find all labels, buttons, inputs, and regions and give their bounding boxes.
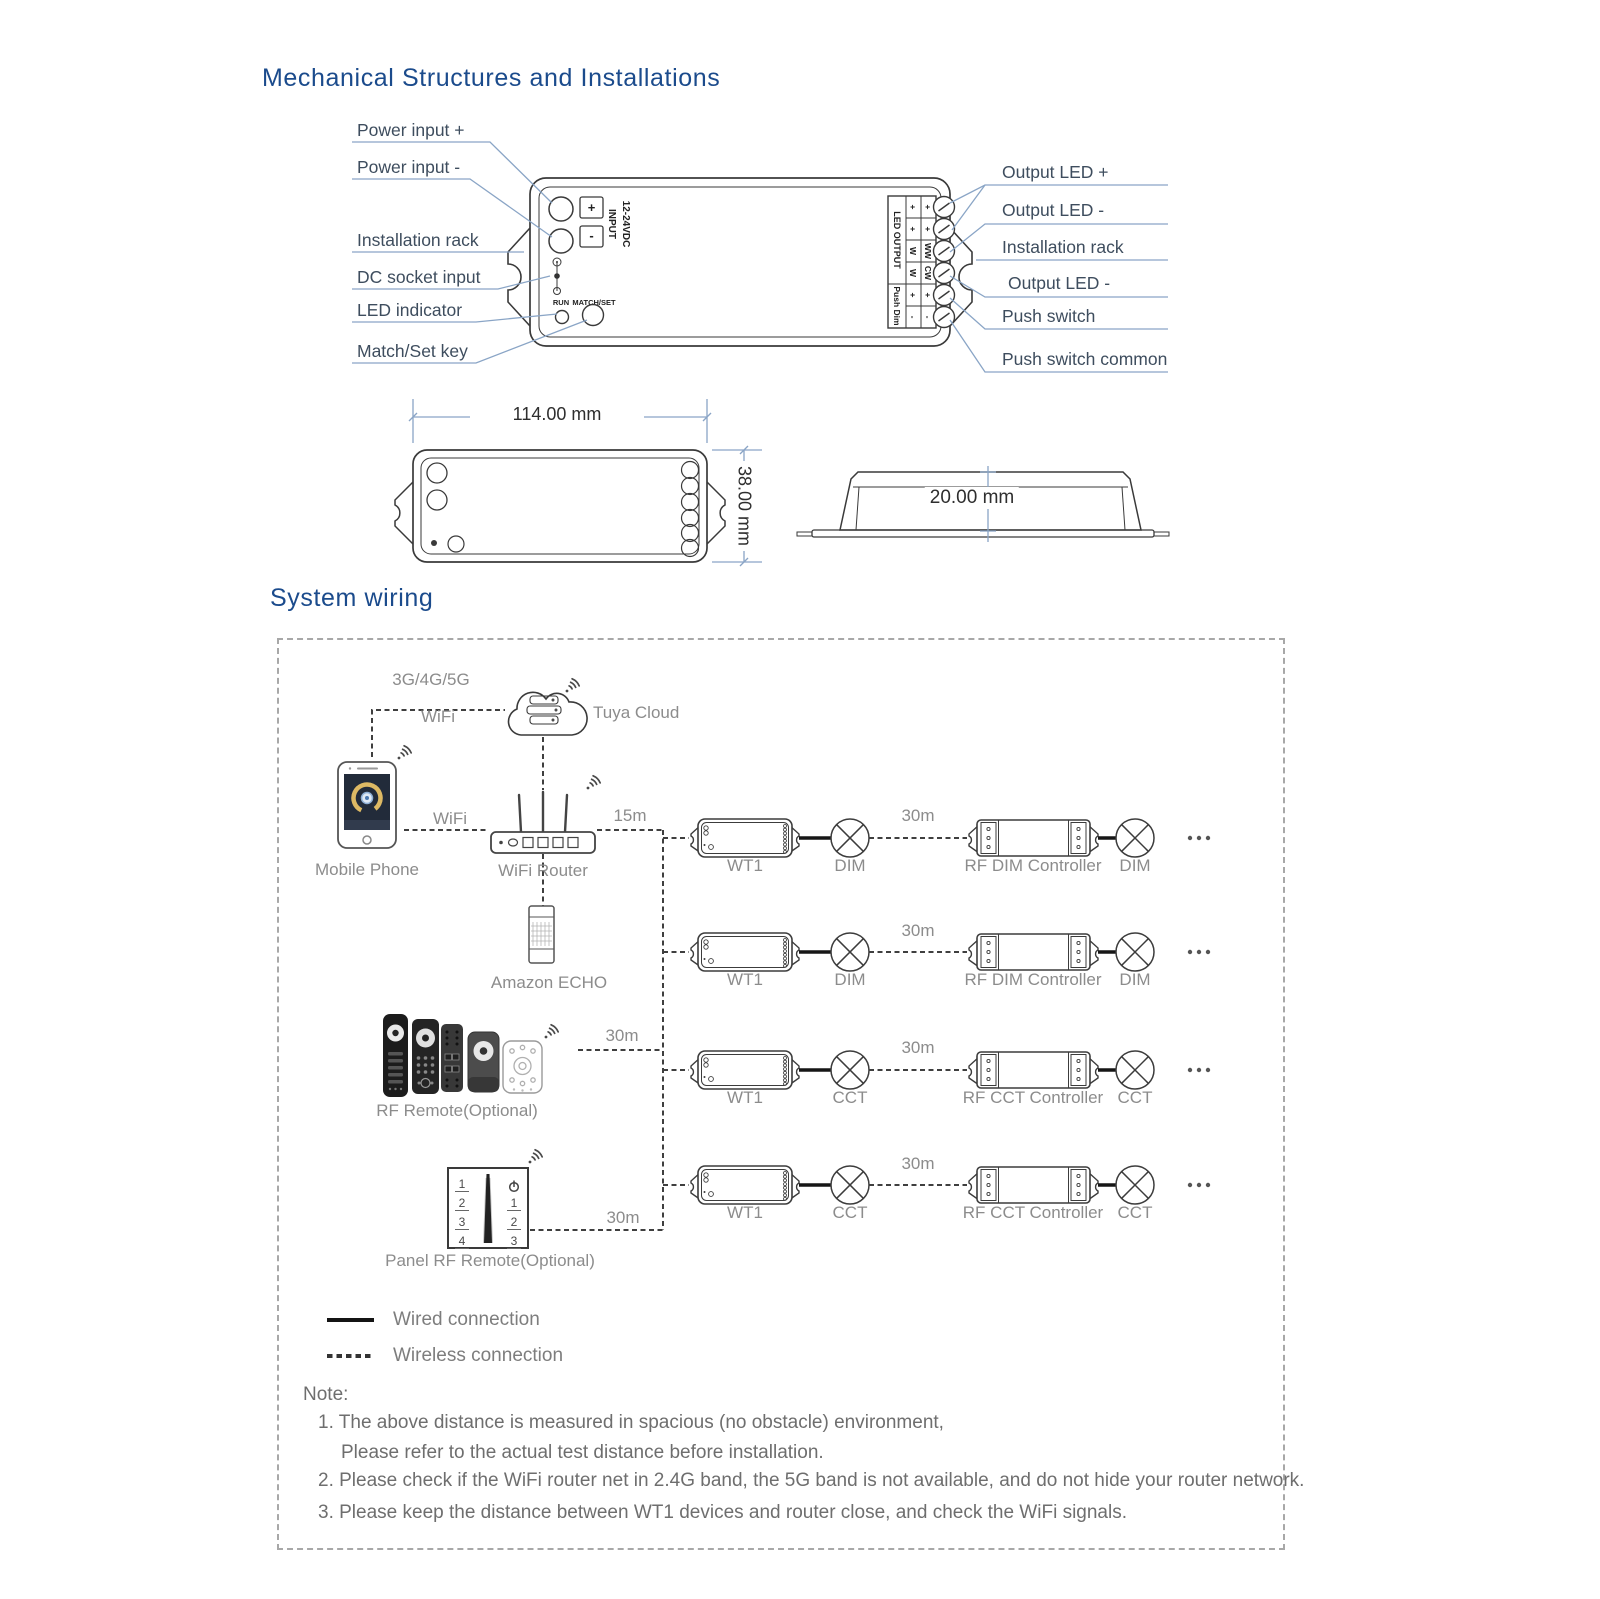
phone-router-wifi-label: WiFi	[433, 809, 467, 828]
section-title-wiring: System wiring	[270, 584, 434, 612]
row2-lamp2-label: DIM	[1119, 970, 1151, 989]
row3-lamp1-label: CCT	[832, 1088, 868, 1107]
dimension-width: 114.00 mm	[512, 404, 602, 424]
uplink-wifi-label: WiFi	[421, 707, 455, 726]
match-set-label: MATCH/SET	[572, 298, 616, 307]
match-set-button	[583, 305, 604, 326]
cell-6b: -	[923, 315, 933, 319]
output-terminal-block	[888, 196, 936, 328]
legend-wireless-label: Wireless connection	[393, 1345, 564, 1366]
cell-2a: +	[908, 226, 918, 232]
label-power-input-plus: Power input +	[357, 120, 465, 140]
cell-3a: W	[908, 246, 918, 256]
wiring-row-3	[691, 1051, 1210, 1089]
panel-key-3: 3	[455, 1215, 469, 1230]
cell-1a: +	[908, 204, 918, 210]
push-dim-label: Push Dim	[892, 286, 902, 326]
dimension-depth: 20.00 mm	[925, 487, 1019, 509]
dimension-height: 38.00 mm	[734, 465, 755, 547]
section-title-mechanical: Mechanical Structures and Installations	[262, 64, 721, 92]
uplink-3g4g5g-label: 3G/4G/5G	[392, 670, 470, 689]
note-line-1: 1. The above distance is measured in spacious (no obstacle) environment,	[318, 1412, 944, 1433]
panel-key-4: 4	[455, 1234, 469, 1249]
cell-4a: W	[908, 268, 918, 278]
panel-key-r3: 3	[507, 1234, 521, 1249]
cell-4b: CW	[923, 265, 933, 281]
row1-controller-label: RF DIM Controller	[964, 856, 1102, 875]
row2-distance-label: 30m	[901, 921, 935, 940]
row4-device-label: WT1	[727, 1203, 763, 1222]
label-output-led-minus-2: Output LED -	[1008, 273, 1111, 293]
cell-1b: +	[923, 204, 933, 210]
row3-lamp2-label: CCT	[1117, 1088, 1153, 1107]
label-output-led-minus-1: Output LED -	[1002, 200, 1105, 220]
input-minus-terminal-label: -	[589, 228, 594, 243]
label-match-set-key: Match/Set key	[357, 341, 468, 361]
tuya-cloud-icon	[509, 679, 588, 735]
run-label: RUN	[552, 298, 570, 307]
rf-remote-distance-label: 30m	[605, 1026, 639, 1045]
label-installation-rack-right: Installation rack	[1002, 237, 1124, 257]
rf-remote-label: RF Remote(Optional)	[376, 1101, 538, 1120]
cell-3b: WW	[923, 242, 933, 260]
label-power-input-minus: Power input -	[357, 157, 461, 177]
wifi-router-icon	[491, 776, 600, 853]
note-line-3: 3. Please keep the distance between WT1 devices and router close, and check the WiFi signals.	[318, 1502, 1127, 1523]
cell-5b: +	[923, 292, 933, 298]
row1-lamp2-label: DIM	[1119, 856, 1151, 875]
cell-5a: +	[908, 292, 918, 298]
row1-device-label: WT1	[727, 856, 763, 875]
row1-distance-label: 30m	[901, 806, 935, 825]
cell-6a: -	[908, 315, 918, 319]
wiring-connections	[372, 710, 689, 1230]
row2-device-label: WT1	[727, 970, 763, 989]
wifi-signal-icon	[545, 1025, 559, 1039]
wifi-signal-icon	[566, 679, 580, 693]
rf-remote-group-icon	[383, 1014, 558, 1097]
input-voltage-label: 12-24VDC	[620, 200, 631, 248]
legend-wired-label: Wired connection	[393, 1309, 540, 1330]
mobile-phone-icon	[338, 746, 411, 848]
amazon-echo-icon	[529, 906, 554, 963]
legend-swatches	[327, 1320, 374, 1356]
wiring-row-1	[691, 819, 1210, 857]
wifi-router-label: WiFi Router	[498, 861, 588, 880]
wifi-signal-icon	[587, 776, 601, 790]
label-installation-rack-left: Installation rack	[357, 230, 479, 250]
row3-device-label: WT1	[727, 1088, 763, 1107]
label-output-led-plus: Output LED +	[1002, 162, 1109, 182]
row4-distance-label: 30m	[901, 1154, 935, 1173]
wifi-signal-icon	[398, 746, 412, 760]
row4-controller-label: RF CCT Controller	[962, 1203, 1104, 1222]
label-push-switch: Push switch	[1002, 306, 1096, 326]
installation-rack-left	[508, 228, 530, 326]
note-line-1b: Please refer to the actual test distance before installation.	[341, 1442, 824, 1463]
row3-distance-label: 30m	[901, 1038, 935, 1057]
mobile-phone-label: Mobile Phone	[315, 860, 419, 879]
row2-lamp1-label: DIM	[834, 970, 866, 989]
wiring-row-4	[691, 1166, 1210, 1204]
wiring-row-2	[691, 933, 1210, 971]
controller-front-view	[508, 178, 972, 346]
row2-controller-label: RF DIM Controller	[964, 970, 1102, 989]
row3-controller-label: RF CCT Controller	[962, 1088, 1104, 1107]
led-output-label: LED OUTPUT	[892, 211, 902, 269]
row4-lamp1-label: CCT	[832, 1203, 868, 1222]
label-push-switch-common: Push switch common	[1002, 349, 1168, 369]
panel-key-1: 1	[455, 1177, 469, 1192]
panel-key-r1: 1	[507, 1196, 521, 1211]
amazon-echo-label: Amazon ECHO	[490, 973, 608, 992]
row4-lamp2-label: CCT	[1117, 1203, 1153, 1222]
label-dc-socket-input: DC socket input	[357, 267, 481, 287]
panel-distance-label: 30m	[606, 1208, 640, 1227]
row1-lamp1-label: DIM	[834, 856, 866, 875]
note-line-2: 2. Please check if the WiFi router net in 2.4G band, the 5G band is not available, and do not hide your router network.	[318, 1470, 1305, 1491]
input-label: INPUT	[606, 209, 617, 239]
tuya-cloud-label: Tuya Cloud	[593, 703, 680, 722]
wifi-signal-icon	[529, 1150, 543, 1164]
panel-key-r2: 2	[507, 1215, 521, 1230]
label-led-indicator: LED indicator	[357, 300, 463, 320]
note-title: Note:	[303, 1384, 349, 1405]
cell-2b: +	[923, 226, 933, 232]
led-indicator-dot	[556, 311, 569, 324]
dc-socket-icon	[553, 258, 561, 295]
panel-rf-remote-label: Panel RF Remote(Optional)	[385, 1251, 595, 1270]
input-plus-terminal-label: +	[587, 200, 596, 215]
router-distance-label: 15m	[613, 806, 647, 825]
panel-key-2: 2	[455, 1196, 469, 1211]
